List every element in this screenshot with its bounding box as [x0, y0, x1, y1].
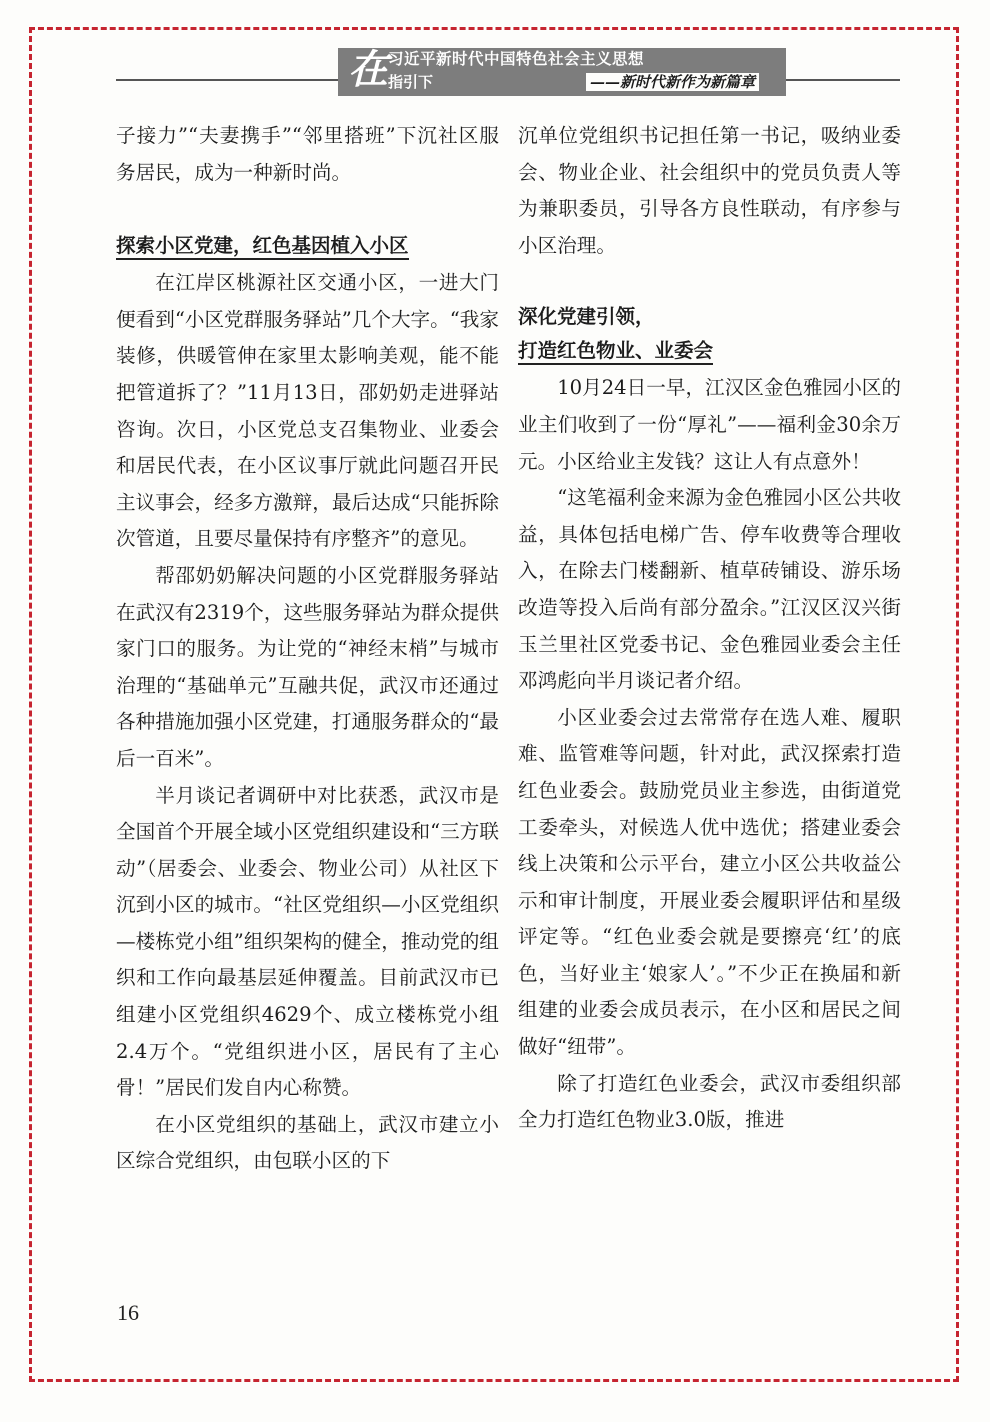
- header-series-title-2: 指引下: [388, 73, 434, 91]
- paragraph: 半月谈记者调研中对比获悉，武汉市是全国首个开展全域小区党组织建设和“三方联动”（居委会、业委会、物业公司）从社区下沉到小区的城市。“社区党组织—小区党组织—楼栋党小组”组织架构的健全，推动党的组织和工作向最基层延伸覆盖。目前武汉市已组建小区党组织4629个、成立楼栋党小组2.4万个。“党组织进小区，居民有了主心骨！”居民们发自内心称赞。: [116, 783, 499, 1100]
- header-subtitle: ——新时代新作为新篇章: [586, 73, 759, 91]
- section-heading: 打造红色物业、业委会: [518, 334, 901, 368]
- header-series-title: 习近平新时代中国特色社会主义思想: [388, 50, 645, 68]
- paragraph: 沉单位党组织书记担任第一书记，吸纳业委会、物业企业、社会组织中的党员负责人等为兼职委员，引导各方良性联动，有序参与小区治理。: [518, 124, 901, 257]
- header-logo: 在: [348, 46, 388, 93]
- paragraph: 帮邵奶奶解决问题的小区党群服务驿站在武汉有2319个，这些服务驿站为群众提供家门口的服务。为让党的“神经末梢”与城市治理的“基础单元”互融共促，武汉市还通过各种措施加强小区党建，打通服务群众的“最后一百米”。: [116, 563, 499, 770]
- section-heading: 探索小区党建，红色基因植入小区: [116, 229, 499, 263]
- right-column: [518, 118, 901, 1139]
- paragraph: 除了打造红色业委会，武汉市委组织部全力打造红色物业3.0版，推进: [518, 1071, 901, 1132]
- paragraph: 10月24日一早，江汉区金色雅园小区的业主们收到了一份“厚礼”——福利金30余万元。小区给业主发钱？这让人有点意外！: [518, 376, 901, 473]
- paragraph: “这笔福利金来源为金色雅园小区公共收益，具体包括电梯广告、停车收费等合理收入，在除去门楼翻新、植草砖铺设、游乐场改造等投入后尚有部分盈余。”江汉区汉兴街玉兰里社区党委书记、金色雅园业委会主任邓鸿彪向半月谈记者介绍。: [518, 486, 901, 693]
- page-number: 16: [117, 1300, 139, 1325]
- paragraph: 子接力”“夫妻携手”“邻里搭班”下沉社区服务居民，成为一种新时尚。: [116, 124, 499, 184]
- left-column: [116, 118, 499, 1180]
- running-header: [116, 46, 900, 98]
- paragraph: 小区业委会过去常常存在选人难、履职难、监管难等问题，针对此，武汉探索打造红色业委会。鼓励党员业主参选，由街道党工委牵头，对候选人优中选优；搭建业委会线上决策和公示平台，建立小区公共收益公示和审计制度，开展业委会履职评估和星级评定等。“红色业委会就是要擦亮‘红’的底色，当好业主‘娘家人’。”不少正在换届和新组建的业委会成员表示，在小区和居民之间做好“纽带”。: [518, 705, 901, 1059]
- section-heading: 深化党建引领，: [518, 305, 655, 329]
- paragraph: 在江岸区桃源社区交通小区，一进大门便看到“小区党群服务驿站”几个大字。“我家装修，供暖管伸在家里太影响美观，能不能把管道拆了？”11月13日，邵奶奶走进驿站咨询。次日，小区党总支召集物业、业委会和居民代表，在小区议事厅就此问题召开民主议事会，经多方激辩，最后达成“只能拆除次管道，且要尽量保持有序整齐”的意见。: [116, 271, 499, 551]
- paragraph: 在小区党组织的基础上，武汉市建立小区综合党组织，由包联小区的下: [116, 1112, 499, 1173]
